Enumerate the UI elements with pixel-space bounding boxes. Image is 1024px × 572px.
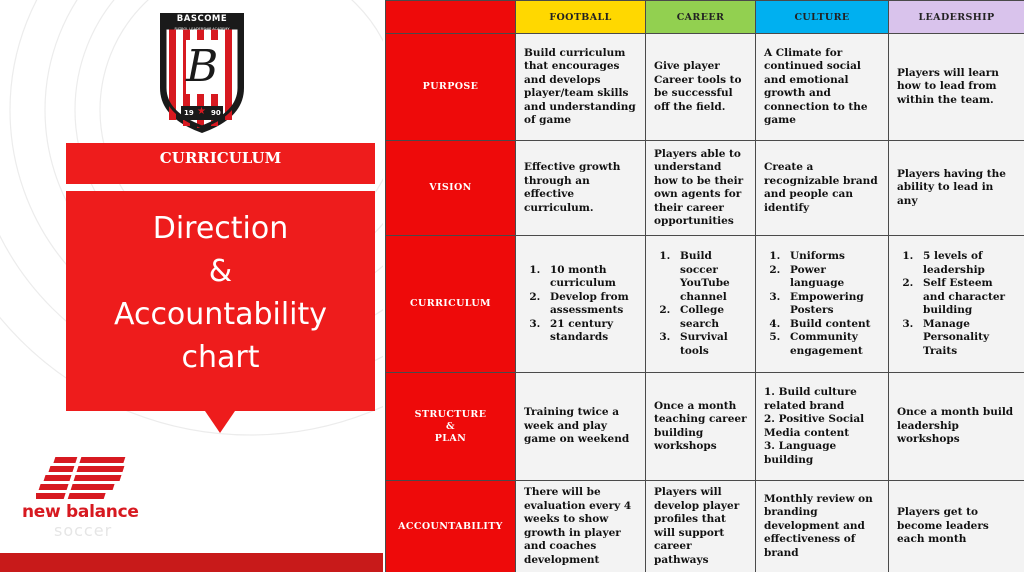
list-item: 3. Survival tools xyxy=(674,331,747,358)
row-label-accountability: ACCOUNTABILITY xyxy=(386,481,516,572)
purpose-career: Give player Career tools to be successful off the field. xyxy=(646,34,756,141)
accountability-career: Players will develop player profiles that will support career pathways xyxy=(646,481,756,572)
table-header-row xyxy=(386,1,1024,34)
list-item: 2. Develop from assessments xyxy=(544,291,637,318)
table-row xyxy=(386,34,1024,141)
curriculum-football xyxy=(516,236,646,373)
list-item: 4. Build content xyxy=(784,318,880,332)
curriculum-career xyxy=(646,236,756,373)
title-line-1: Direction xyxy=(152,211,289,246)
row-label-curriculum: CURRICULUM xyxy=(386,236,516,373)
accountability-table xyxy=(385,0,1024,572)
purpose-football: Build curriculum that encourages and develops player/team skills and understanding of game xyxy=(516,34,646,141)
list-item: 2. Positive Social Media content xyxy=(764,413,865,439)
crest-year-left: 19 xyxy=(184,109,194,117)
vision-football: Effective growth through an effective curriculum. xyxy=(516,141,646,236)
title-line-2: & xyxy=(208,254,233,289)
header-career: CAREER xyxy=(646,1,756,34)
header-culture: CULTURE xyxy=(756,1,889,34)
title-line-3: Accountability xyxy=(113,297,328,332)
row-label-purpose: PURPOSE xyxy=(386,34,516,141)
structure-leadership: Once a month build leadership workshops xyxy=(889,373,1024,481)
table-row xyxy=(386,141,1024,236)
row-label-structure xyxy=(386,373,516,481)
list-item: 2. Power language xyxy=(784,264,880,291)
header-leadership: LEADERSHIP xyxy=(889,1,1024,34)
structure-football: Training twice a week and play game on weekend xyxy=(516,373,646,481)
title-line-4: chart xyxy=(181,340,260,375)
crest-monogram: B xyxy=(186,41,219,92)
vision-leadership: Players having the ability to lead in any xyxy=(889,141,1024,236)
list-item: 3. Manage Personality Traits xyxy=(917,318,1016,359)
accountability-football: There will be evaluation every 4 weeks to show growth in player and coaches development xyxy=(516,481,646,572)
structure-label-top: STRUCTURE xyxy=(414,408,487,420)
structure-label-mid: & xyxy=(446,420,455,432)
purpose-culture: A Climate for continued social and emotional growth and connection to the game xyxy=(756,34,889,141)
table-row xyxy=(386,236,1024,373)
crest-year-right: 90 xyxy=(211,109,221,117)
list-item: 2. Self Esteem and character building xyxy=(917,277,1016,318)
list-item: 1. Build culture related brand xyxy=(764,386,857,412)
curriculum-culture xyxy=(756,236,889,373)
list-item: 1. Build soccer YouTube channel xyxy=(674,250,747,304)
list-item: 5. Community engagement xyxy=(784,331,880,358)
list-item: 2. College search xyxy=(674,304,747,331)
structure-label-bottom: PLAN xyxy=(434,432,467,444)
crest-title: BASCOME xyxy=(176,14,228,24)
table-row xyxy=(386,373,1024,481)
purpose-leadership: Players will learn how to lead from within the team. xyxy=(889,34,1024,141)
crest-star-icon: ★ xyxy=(197,106,206,117)
nb-logo-icon xyxy=(36,455,132,501)
table-row xyxy=(386,481,1024,572)
list-item: 3. Empowering Posters xyxy=(784,291,880,318)
callout-pointer xyxy=(205,411,235,433)
direction-title-box xyxy=(66,191,375,411)
row-label-vision: VISION xyxy=(386,141,516,236)
list-item: 1. Uniforms xyxy=(784,250,880,264)
accountability-culture: Monthly review on branding development and effectiveness of brand xyxy=(756,481,889,572)
brand-name: new balance xyxy=(22,502,139,522)
vision-career: Players able to understand how to be their own agents for their career opportunities xyxy=(646,141,756,236)
structure-culture xyxy=(756,373,889,481)
brand-sub: soccer xyxy=(54,521,113,540)
accountability-leadership: Players get to become leaders each month xyxy=(889,481,1024,572)
vision-culture: Create a recognizable brand and people can identify xyxy=(756,141,889,236)
structure-career: Once a month teaching career building workshops xyxy=(646,373,756,481)
list-item: 1. 10 month curriculum xyxy=(544,264,637,291)
list-item: 3. 21 century standards xyxy=(544,318,637,345)
list-item: 1. 5 levels of leadership xyxy=(917,250,1016,277)
crest-subtitle: FUTBOL LEADERSHIP ACADEMY xyxy=(174,27,230,31)
header-football: FOOTBALL xyxy=(516,1,646,34)
curriculum-leadership xyxy=(889,236,1024,373)
bottom-strip xyxy=(0,553,383,572)
header-blank-cell xyxy=(386,1,516,34)
list-item: 3. Language building xyxy=(764,440,837,466)
curriculum-label: CURRICULUM xyxy=(66,143,375,184)
